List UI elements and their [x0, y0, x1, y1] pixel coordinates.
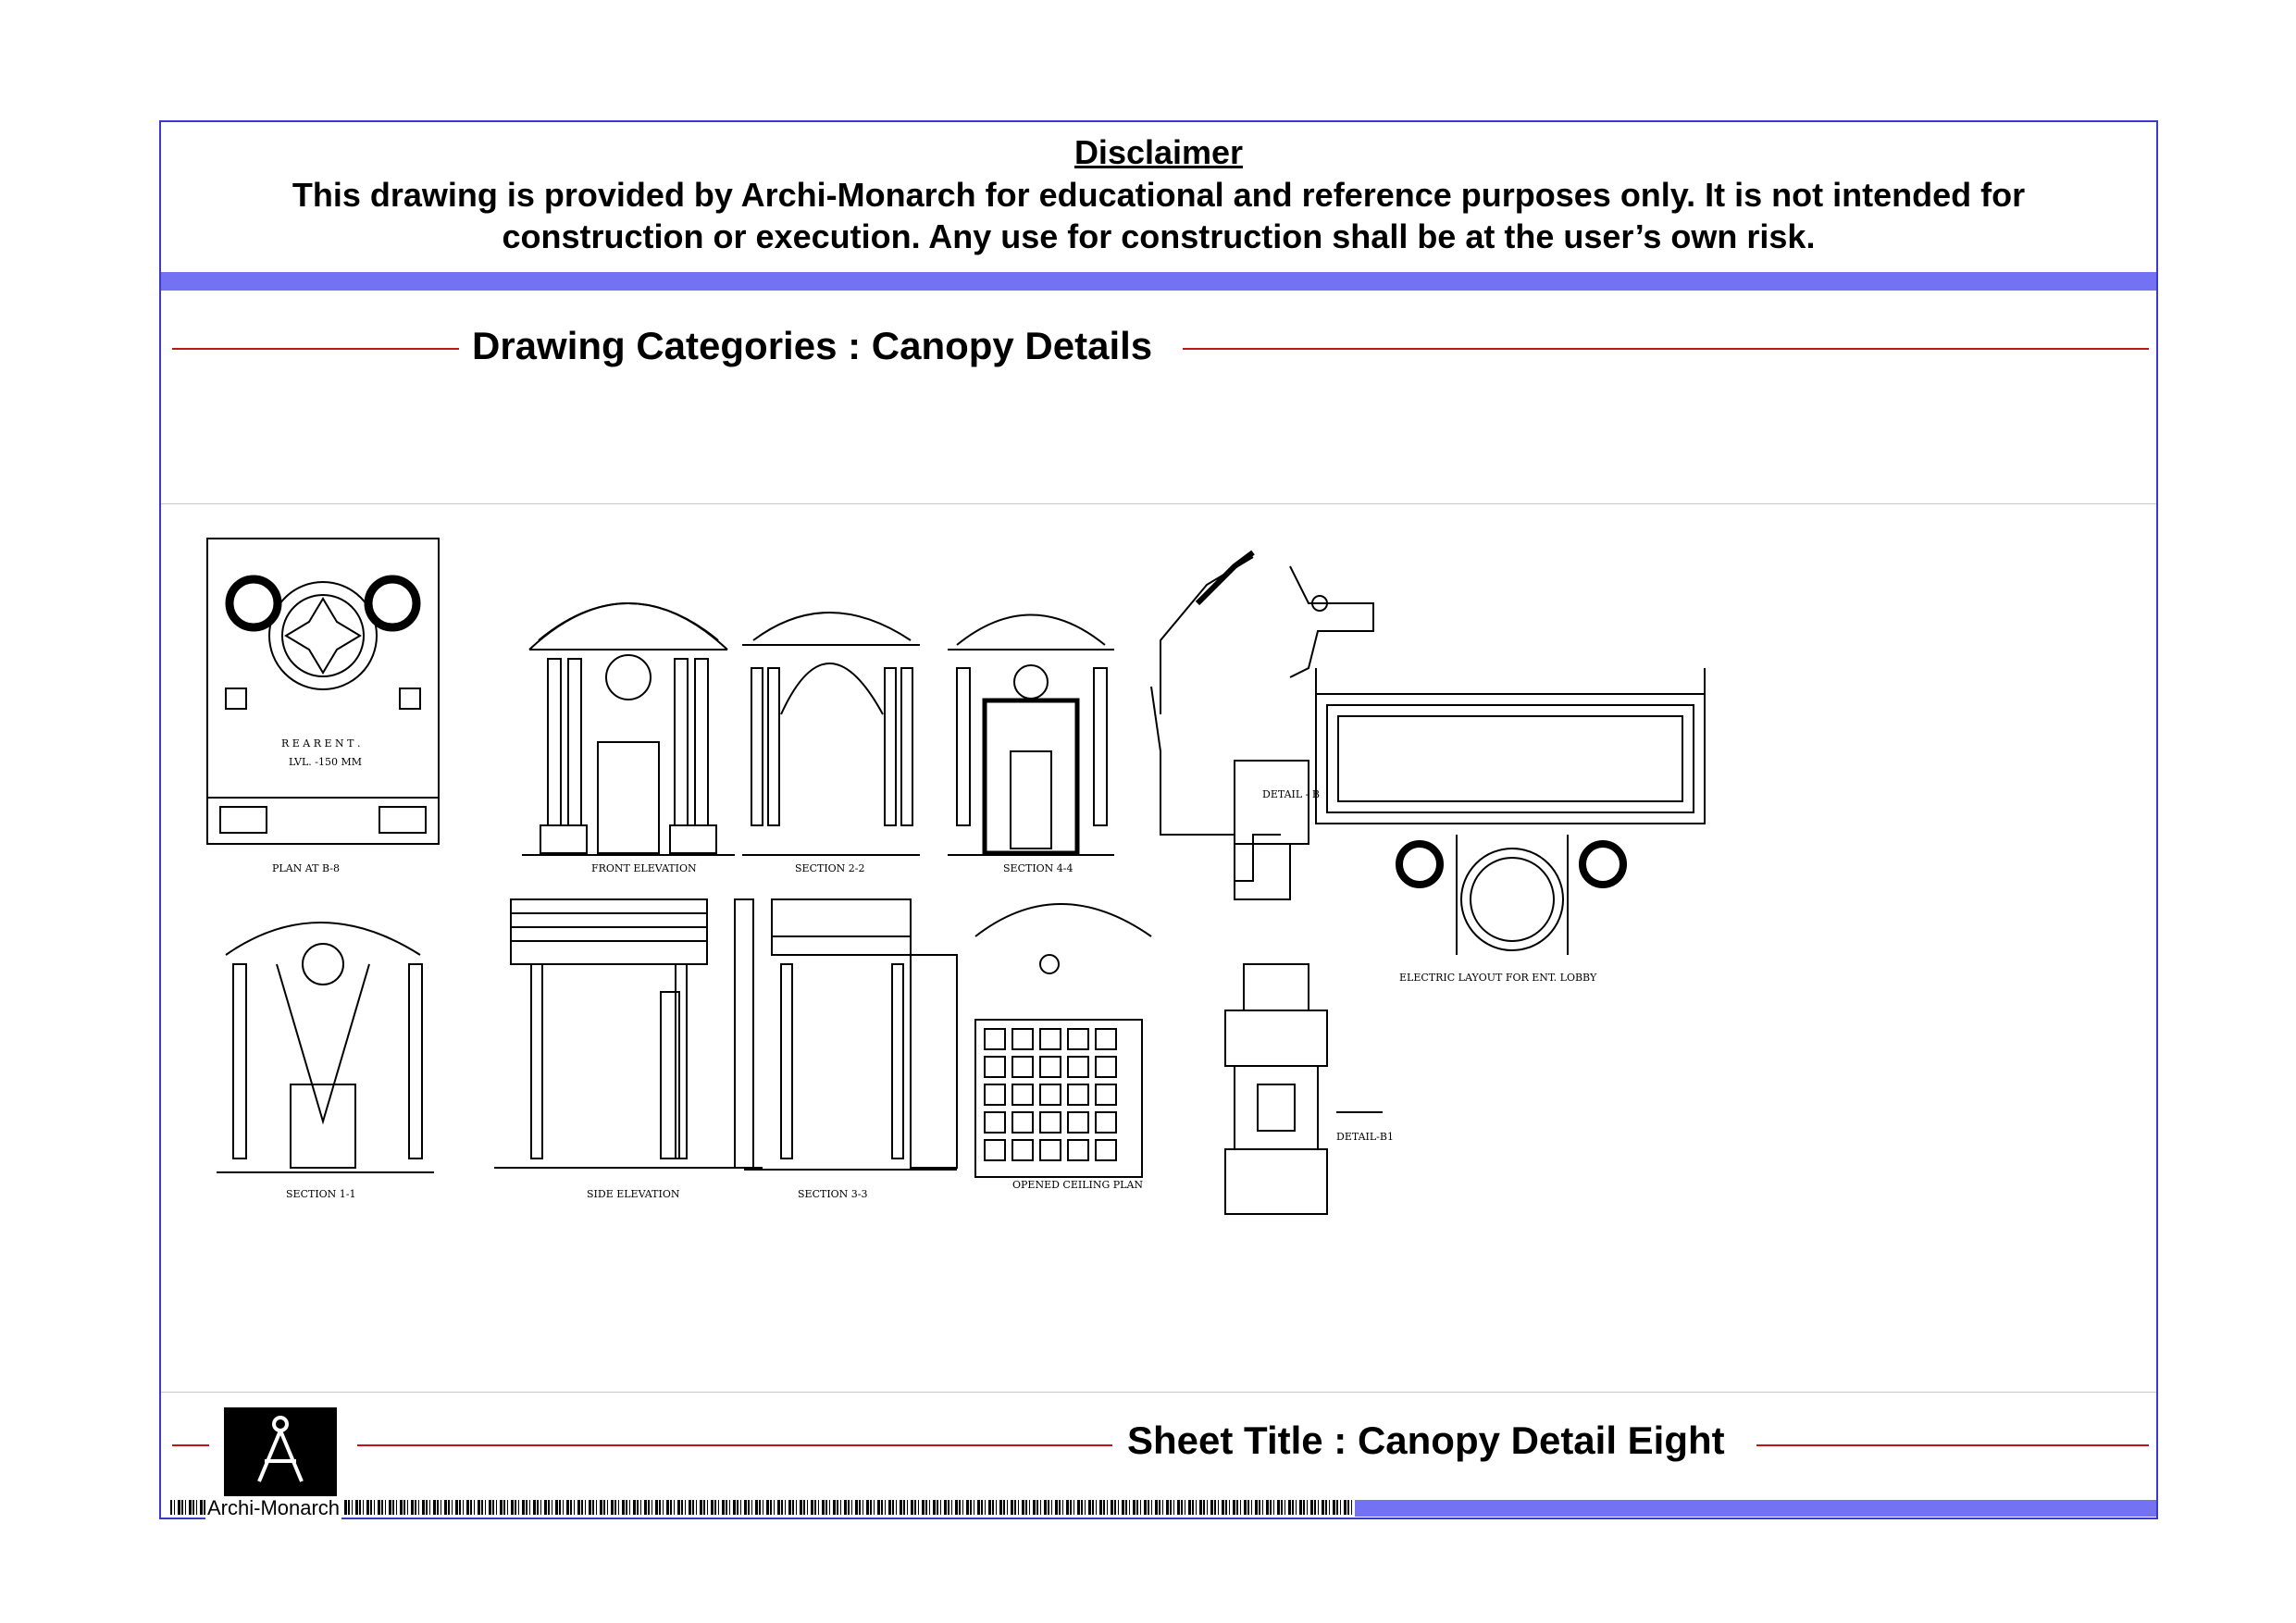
ceiling-plan-drawing	[975, 904, 1151, 1177]
disclaimer-line-1: This drawing is provided by Archi-Monarch for educational and reference purposes only. It is not intended for	[292, 176, 2026, 214]
category-title: Drawing Categories : Canopy Details	[472, 324, 1153, 367]
sheet-title: Sheet Title : Canopy Detail Eight	[1127, 1419, 1725, 1462]
barcode-strip	[170, 1500, 1364, 1515]
disclaimer-line-2: construction or execution. Any use for construction shall be at the user’s own risk.	[502, 217, 1816, 255]
category-row	[161, 291, 2156, 504]
label-section-2-2: SECTION 2-2	[795, 862, 865, 874]
footer	[161, 1392, 2156, 1520]
column-detail-drawing	[1225, 964, 1383, 1214]
footer-rule-right	[1756, 1444, 2149, 1446]
header-band	[161, 272, 2156, 291]
section-1-1-drawing	[217, 923, 434, 1172]
disclaimer-title: Disclaimer	[1074, 133, 1244, 171]
label-detail-b: DETAIL - B	[1262, 788, 1320, 800]
label-opened-ceiling-plan: OPENED CEILING PLAN	[1012, 1179, 1144, 1191]
category-rule-right	[1183, 348, 2149, 350]
plan-drawing	[207, 539, 439, 844]
archi-monarch-logo	[224, 1407, 337, 1498]
side-elevation-drawing	[494, 899, 763, 1168]
drawing-area	[180, 529, 2141, 1362]
label-section-1-1: SECTION 1-1	[286, 1188, 356, 1200]
label-section-4-4: SECTION 4-4	[1003, 862, 1074, 874]
footer-rule-mid	[357, 1444, 1112, 1446]
front-elevation-drawing	[522, 603, 735, 855]
cad-drawings	[180, 529, 2141, 1362]
footer-band	[1355, 1500, 2156, 1517]
disclaimer-block	[161, 122, 2156, 272]
compass-icon	[224, 1407, 337, 1498]
label-rear-ent: R E A R E N T .	[281, 737, 361, 750]
section-3-3-drawing	[744, 899, 957, 1170]
label-detail-b1: DETAIL-B1	[1336, 1131, 1394, 1143]
label-plan: PLAN AT B-8	[272, 862, 340, 874]
disclaimer-text	[217, 174, 2101, 257]
detail-b-drawing	[1151, 552, 1373, 899]
label-electric-layout: ELECTRIC LAYOUT FOR ENT. LOBBY	[1399, 972, 1597, 984]
label-side-elevation: SIDE ELEVATION	[587, 1188, 680, 1200]
electric-layout-drawing	[1316, 668, 1705, 955]
section-4-4-drawing	[948, 615, 1114, 856]
label-section-3-3: SECTION 3-3	[798, 1188, 868, 1200]
label-lvl: LVL. -150 MM	[289, 756, 362, 768]
drawing-sheet	[159, 120, 2158, 1519]
category-rule-left	[172, 348, 459, 350]
logo-name: Archi-Monarch	[207, 1496, 341, 1519]
section-2-2-drawing	[742, 613, 920, 855]
label-front-elevation: FRONT ELEVATION	[591, 862, 697, 874]
footer-rule-left	[172, 1444, 209, 1446]
